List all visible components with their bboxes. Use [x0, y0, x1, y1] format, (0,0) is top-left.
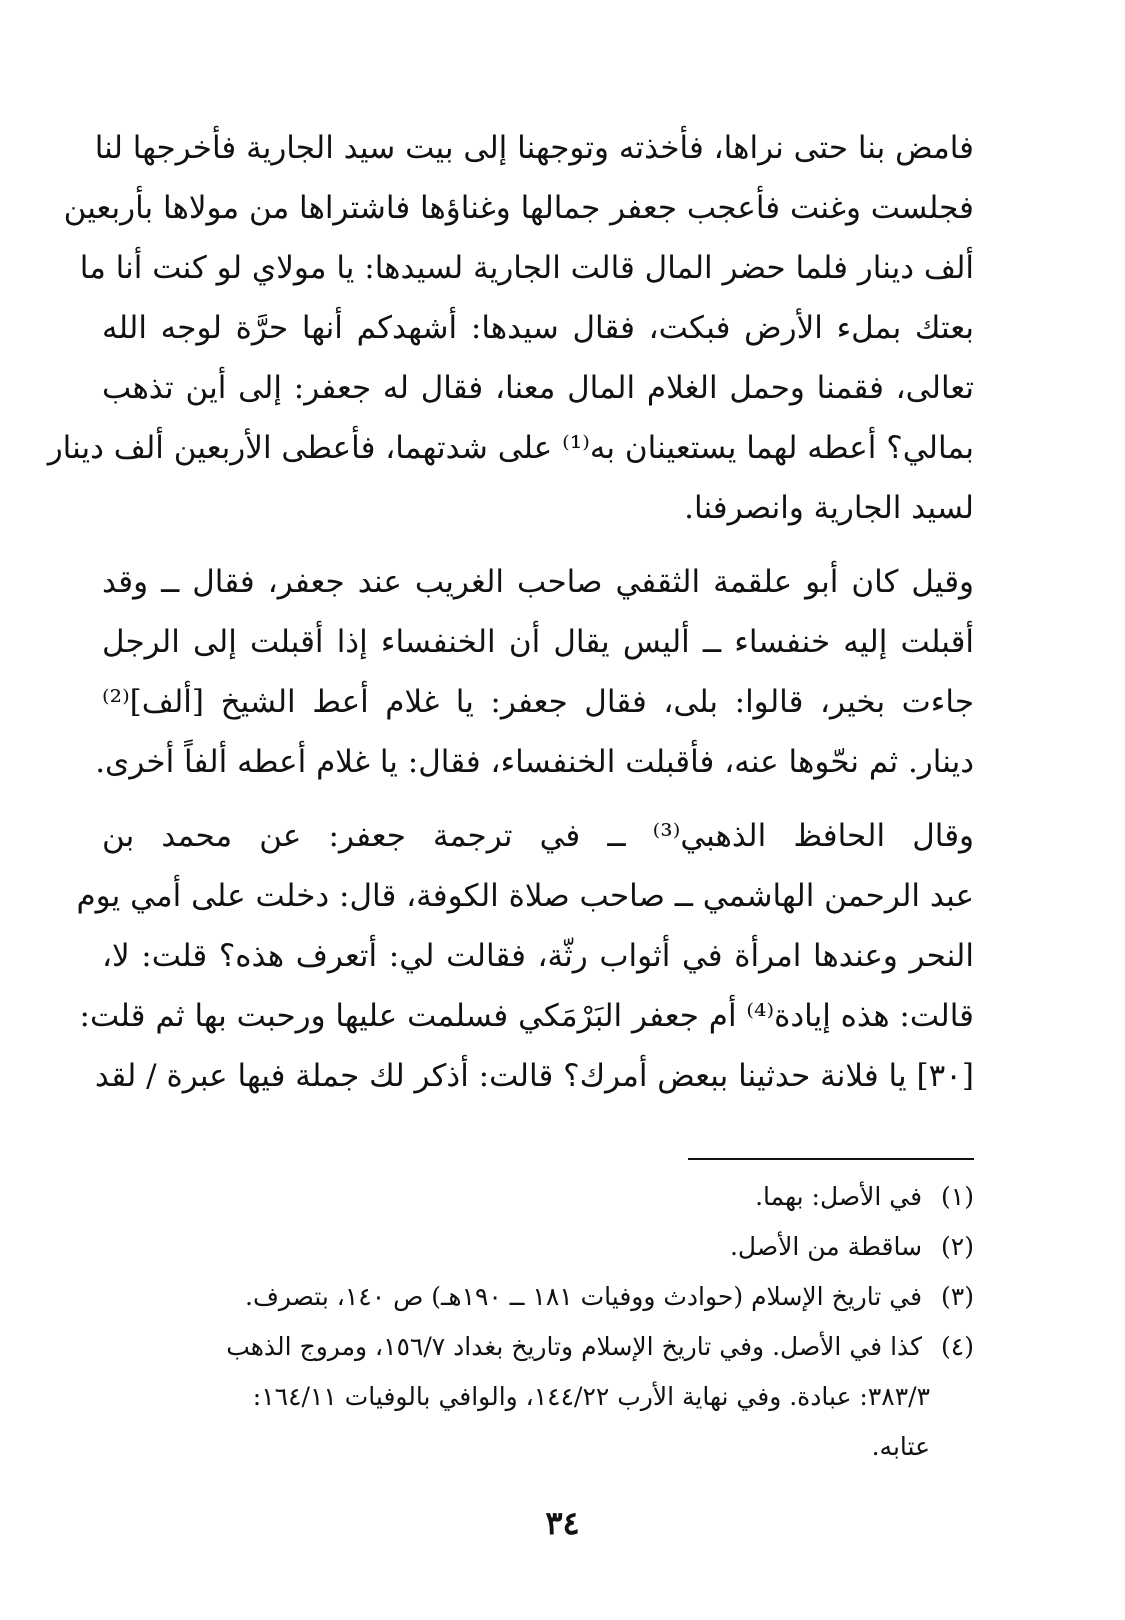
footnote-number: (٣)	[941, 1282, 974, 1311]
text-line: دينار. ثم نحّوها عنه، فأقبلت الخنفساء، فقال: يا غلام أعطه ألفاً أخرى.	[95, 744, 974, 780]
text-line: ألف دينار فلما حضر المال قالت الجارية لسيدها: يا مولاي لو كنت أنا ما	[79, 250, 974, 286]
footnote-4	[102, 1322, 974, 1372]
main-text	[47, 118, 974, 1120]
footnotes	[102, 1172, 974, 1472]
footnote-4-continuation: ٣٨٣/٣: عبادة. وفي نهاية الأرب ١٤٤/٢٢، والوافي بالوفيات ١٦٤/١١:	[252, 1382, 930, 1411]
footnote-text: ساقطة من الأصل.	[729, 1232, 923, 1261]
footnote-4-continuation: عتابه.	[871, 1432, 930, 1461]
paragraph-1	[47, 118, 974, 538]
footnote-text: كذا في الأصل. وفي تاريخ الإسلام وتاريخ بغداد ١٥٦/٧، ومروج الذهب	[226, 1332, 923, 1361]
page-number: ٣٤	[545, 1504, 580, 1542]
text-line: فامض بنا حتى نراها، فأخذته وتوجهنا إلى بيت سيد الجارية فأخرجها لنا	[94, 130, 974, 166]
footnote-number: (٤)	[941, 1332, 974, 1361]
text-line: قالت: هذه إيادة⁽⁴⁾ أم جعفر البَرْمَكي فسلمت عليها ورحبت بها ثم قلت:	[79, 998, 974, 1034]
text-line: عبد الرحمن الهاشمي ــ صاحب صلاة الكوفة، قال: دخلت على أمي يوم	[76, 878, 974, 914]
text-line: جاءت بخير، قالوا: بلى، فقال جعفر: يا غلام أعط الشيخ [ألف]⁽²⁾	[102, 684, 974, 720]
paragraph-2	[95, 552, 974, 792]
footnote-text: في الأصل: بهما.	[755, 1182, 923, 1211]
footnote-text: في تاريخ الإسلام (حوادث ووفيات ١٨١ ــ ١٩٠هـ) ص ١٤٠، بتصرف.	[245, 1282, 923, 1311]
text-line: وقال الحافظ الذهبي⁽³⁾ ــ في ترجمة جعفر: عن محمد بن	[102, 818, 974, 854]
text-line: [٣٠] يا فلانة حدثينا ببعض أمرك؟ قالت: أذكر لك جملة فيها عبرة / لقد	[94, 1058, 974, 1094]
footnote-1	[102, 1172, 974, 1222]
footnote-divider	[688, 1158, 974, 1160]
text-line: بعتك بملء الأرض فبكت، فقال سيدها: أشهدكم أنها حرَّة لوجه الله	[102, 310, 974, 346]
text-line: وقيل كان أبو علقمة الثقفي صاحب الغريب عند جعفر، فقال ــ وقد	[102, 564, 974, 600]
text-line: النحر وعندها امرأة في أثواب رثّة، فقالت لي: أتعرف هذه؟ قلت: لا،	[102, 938, 974, 974]
text-line: تعالى، فقمنا وحمل الغلام المال معنا، فقال له جعفر: إلى أين تذهب	[102, 370, 974, 406]
footnote-2	[102, 1222, 974, 1272]
footnote-number: (١)	[941, 1182, 974, 1211]
text-line: أقبلت إليه خنفساء ــ أليس يقال أن الخنفساء إذا أقبلت إلى الرجل	[102, 624, 974, 660]
text-line: لسيد الجارية وانصرفنا.	[684, 490, 974, 526]
text-line: بمالي؟ أعطه لهما يستعينان به⁽¹⁾ على شدتهما، فأعطى الأربعين ألف دينار	[47, 430, 974, 466]
text-line: فجلست وغنت فأعجب جعفر جمالها وغناؤها فاشتراها من مولاها بأربعين	[63, 190, 974, 226]
paragraph-3	[76, 806, 974, 1106]
footnote-3	[102, 1272, 974, 1322]
footnote-number: (٢)	[941, 1232, 974, 1261]
